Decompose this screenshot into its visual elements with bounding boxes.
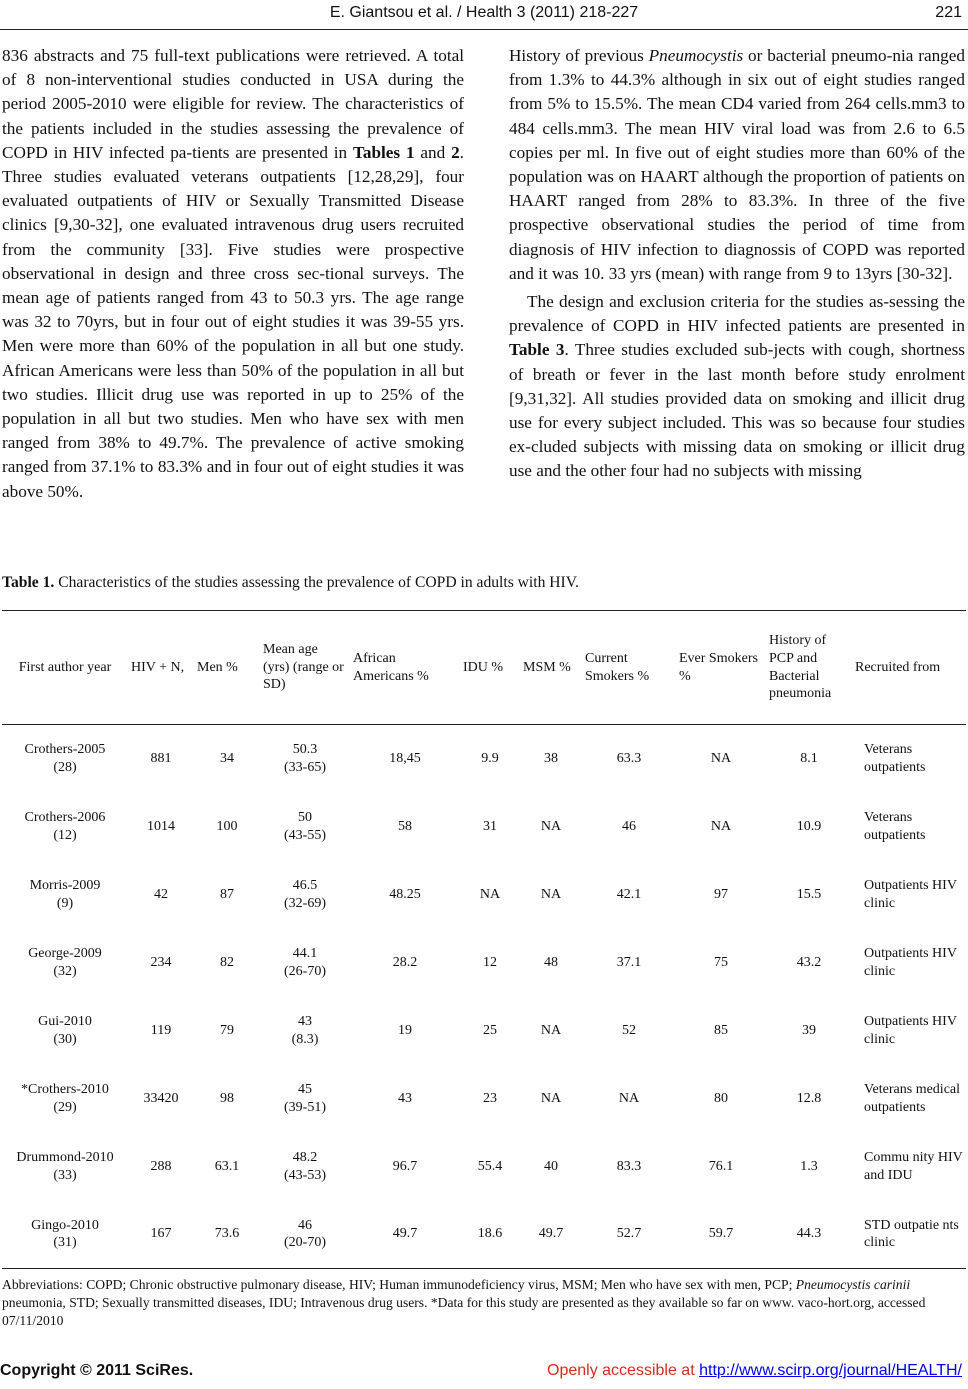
cell-n: 33420 <box>143 1090 179 1106</box>
copyright-notice: Copyright © 2011 SciRes. <box>0 1362 194 1379</box>
cell-n: 1014 <box>147 818 175 834</box>
reference-number: (9) <box>56 895 74 911</box>
right-p1-rest: or bacterial pneumo-nia ranged from 1.3% to 44.3% although in six out of eight studies ranged from 5% to 15.5%. The mean CD4 varied from 264 cells.mm3 to 484 cells.mm3. The mean HIV viral load was from 2.6 to 6.5 copies per ml. In five out of eight studies more than 60% of the population was on HAART although the proportion of patients on HAART ranged from 28% to 83.3%. In three of the five prospective observational studies the period of time from diagnosis of HIV infection to diagnossis of COPD was reported and it was 10. 33 yrs (mean) with range from 9 to 13yrs [30-32]. <box>509 46 965 283</box>
cell-ever: 76.1 <box>708 1158 734 1174</box>
cell-men: 82 <box>220 954 234 970</box>
cell-mean-age <box>260 929 350 997</box>
cell-african: 48.25 <box>389 886 421 902</box>
age-range-value: (8.3) <box>291 1031 319 1047</box>
mean-age-value: 50.3 <box>292 742 318 758</box>
cell-recruited-from: Veterans medical outpatients <box>864 1081 961 1115</box>
cell-idu: 18.6 <box>460 1201 520 1269</box>
table-header-row <box>2 611 966 725</box>
table-caption-text: Characteristics of the studies assessing the prevalence of COPD in adults with HIV. <box>54 574 579 591</box>
table-row <box>2 1065 966 1133</box>
cell-current: 37.1 <box>616 954 642 970</box>
left-conjunction: and <box>414 142 452 162</box>
cell-idu: 12 <box>483 954 497 970</box>
header-idu: IDU % <box>460 611 520 725</box>
cell-current: 46 <box>622 818 636 834</box>
cell-men: 98 <box>220 1090 234 1106</box>
cell-current: 42.1 <box>616 886 642 902</box>
author-year: Morris-2009 <box>29 877 101 893</box>
reference-number: (28) <box>53 759 77 775</box>
header-recruited-from: Recruited from <box>852 611 966 725</box>
header-african-americans: African Americans % <box>350 611 460 725</box>
cell-first-author <box>2 793 128 861</box>
author-year: *Crothers-2010 <box>21 1081 109 1097</box>
cell-men: 87 <box>220 886 234 902</box>
cell-men: 73.6 <box>194 1201 260 1269</box>
cell-first-author <box>2 861 128 929</box>
cell-idu: 25 <box>483 1022 497 1038</box>
age-range-value: (20-70) <box>284 1235 326 1251</box>
cell-msm: NA <box>540 818 562 834</box>
table-caption-label: Table 1. <box>2 574 55 591</box>
cell-men: 79 <box>220 1022 234 1038</box>
right-p2-rest: . Three studies excluded sub-jects with cough, shortness of breath or fever in the last month before study enrolment [9,31,32]. All studies provided data on smoking and illicit drug use for every subject included. This was so because four studies ex-cluded subjects with missing data on smoking or illicit drug use and the other four had no subjects with missing <box>509 340 965 481</box>
cell-idu: 23 <box>483 1090 497 1106</box>
abbrev-text-rest: pneumonia, STD; Sexually transmitted diseases, IDU; Intravenous drug users. *Data for this study are presented as they available so far on www. vaco-hort.org, accessed 07/11/2010 <box>2 1295 926 1328</box>
cell-n: 234 <box>150 954 172 970</box>
cell-idu: 31 <box>483 818 497 834</box>
cell-recruited-from: Outpatients HIV clinic <box>864 945 957 979</box>
cell-recruited-from: Outpatients HIV clinic <box>864 877 957 911</box>
age-range-value: (39-51) <box>284 1099 326 1115</box>
header-ever-smokers: Ever Smokers % <box>676 611 766 725</box>
author-year: George-2009 <box>28 945 102 961</box>
table-row <box>2 725 966 793</box>
cell-current: 63.3 <box>616 750 642 766</box>
cell-msm: 40 <box>544 1158 558 1174</box>
cell-idu: NA <box>479 886 501 902</box>
cell-msm: NA <box>540 1090 562 1106</box>
right-column <box>509 44 965 484</box>
cell-pcp: 10.9 <box>796 818 822 834</box>
cell-pcp: 8.1 <box>800 750 818 766</box>
abbrev-text: Abbreviations: COPD; Chronic obstructive pulmonary disease, HIV; Human immunodeficiency virus, MSM; Men who have sex with men, PCP; <box>2 1277 796 1292</box>
reference-number: (33) <box>53 1167 77 1183</box>
cell-first-author <box>2 725 128 793</box>
cell-recruited-from: STD outpatie nts clinic <box>852 1201 966 1269</box>
pneumocystis-carinii-term: Pneumocystis carinii <box>795 1277 911 1292</box>
mean-age-value: 46.5 <box>292 877 318 893</box>
reference-number: (32) <box>53 963 77 979</box>
cell-n: 167 <box>128 1201 194 1269</box>
cell-idu: 9.9 <box>481 750 499 766</box>
author-year: Gui-2010 <box>38 1013 92 1029</box>
mean-age-value: 45 <box>298 1081 312 1097</box>
header-pcp-history: History of PCP and Bacterial pneumonia <box>766 611 852 725</box>
right-paragraph-1 <box>509 44 965 286</box>
cell-african: 43 <box>398 1090 412 1106</box>
running-head <box>0 4 968 30</box>
right-p1-start: History of previous <box>509 46 649 65</box>
cell-msm: NA <box>540 1022 562 1038</box>
cell-current: 52 <box>622 1022 636 1038</box>
cell-pcp: 15.5 <box>796 886 822 902</box>
header-current-smokers: Current Smokers % <box>582 611 676 725</box>
header-rule <box>0 29 968 30</box>
cell-pcp: 43.2 <box>796 954 822 970</box>
table-row <box>2 793 966 861</box>
cell-african: 49.7 <box>350 1201 460 1269</box>
access-label: Openly accessible at <box>547 1362 700 1379</box>
reference-number: (29) <box>53 1099 77 1115</box>
open-access-notice <box>547 1362 962 1380</box>
table-caption <box>2 574 966 592</box>
cell-pcp: 44.3 <box>766 1201 852 1269</box>
age-range-value: (43-55) <box>284 827 326 843</box>
cell-african: 96.7 <box>392 1158 418 1174</box>
reference-number: (31) <box>53 1235 77 1251</box>
cell-african: 18,45 <box>389 750 421 766</box>
cell-pcp: 39 <box>802 1022 816 1038</box>
cell-pcp: 1.3 <box>800 1158 818 1174</box>
reference-number: (12) <box>53 827 77 843</box>
right-paragraph-2 <box>509 290 965 484</box>
cell-idu: 55.4 <box>477 1158 503 1174</box>
cell-first-author <box>2 1133 128 1201</box>
table-row <box>2 997 966 1065</box>
running-head-title: E. Giantsou et al. / Health 3 (2011) 218-227 <box>329 4 639 21</box>
mean-age-value: 50 <box>298 809 312 825</box>
age-range-value: (26-70) <box>284 963 326 979</box>
table-row <box>2 1201 966 1269</box>
cell-msm: 48 <box>544 954 558 970</box>
age-range-value: (43-53) <box>284 1167 326 1183</box>
left-column <box>2 44 464 504</box>
cell-african: 19 <box>398 1022 412 1038</box>
cell-n: 288 <box>150 1158 172 1174</box>
cell-mean-age <box>260 861 350 929</box>
mean-age-value: 48.2 <box>292 1149 318 1165</box>
cell-current: NA <box>618 1090 640 1106</box>
cell-n: 119 <box>150 1022 172 1038</box>
left-text: 836 abstracts and 75 full-text publications were retrieved. A total of 8 non-interventional studies conducted in USA during the period 2005-2010 were eligible for review. The characteristics of the patients included in the studies assessing the prevalence of COPD in HIV infected pa-tients are presented in <box>2 46 464 162</box>
left-text-continued: . Three studies evaluated veterans outpatients [12,28,29], four evaluated outpatients of HIV or Sexually Transmitted Disease clinics [9,30-32], one evaluated intravenous drug users recruited from the community [33]. Five studies were prospective observational in design and three cross sec-tional surveys. The mean age of patients ranged from 43 to 50.3 yrs. The age range was 32 to 70yrs, but in four out of eight studies it was 39-55 yrs. Men were more than 60% of the population in all but one study. African Americans were less than 50% of the population in all but two studies. Illicit drug use was reported in up to 25% of the population in all but two studies. Men who have sex with men ranged from 38% to 49.7%. The prevalence of active smoking ranged from 37.1% to 83.3% and in four out of eight studies it was above 50%. <box>2 142 464 501</box>
abbreviations-note <box>2 1276 966 1330</box>
cell-men: 63.1 <box>214 1158 240 1174</box>
cell-african: 28.2 <box>392 954 418 970</box>
header-first-author: First author year <box>2 611 128 725</box>
cell-n: 881 <box>150 750 172 766</box>
age-range-value: (32-69) <box>284 895 326 911</box>
cell-recruited-from: Veterans outpatients <box>864 809 926 843</box>
page-number: 221 <box>935 4 962 21</box>
right-p2-start: The design and exclusion criteria for the studies as-sessing the prevalence of COPD in HIV infected patients are presented in <box>509 292 965 336</box>
cell-ever: 80 <box>714 1090 728 1106</box>
pneumocystis-term: Pneumocystis <box>648 46 744 65</box>
cell-mean-age <box>260 1065 350 1133</box>
cell-msm: 38 <box>544 750 558 766</box>
cell-recruited-from: Commu nity HIV and IDU <box>864 1149 963 1183</box>
table1-reference: Tables 1 <box>352 142 415 162</box>
cell-ever: 75 <box>714 954 728 970</box>
cell-recruited-from: Veterans outpatients <box>864 742 926 775</box>
cell-ever: NA <box>710 818 732 834</box>
table-row <box>2 861 966 929</box>
cell-first-author <box>2 929 128 997</box>
header-mean-age: Mean age (yrs) (range or SD) <box>260 611 350 725</box>
cell-ever: NA <box>710 750 732 766</box>
header-msm: MSM % <box>520 611 582 725</box>
cell-men: 34 <box>220 750 234 766</box>
cell-pcp: 12.8 <box>796 1090 822 1106</box>
page-footer <box>0 1362 968 1386</box>
cell-mean-age <box>260 1133 350 1201</box>
cell-msm: NA <box>540 886 562 902</box>
reference-number: (30) <box>53 1031 77 1047</box>
journal-link[interactable]: http://www.scirp.org/journal/HEALTH/ <box>699 1362 962 1379</box>
cell-mean-age <box>260 725 350 793</box>
cell-msm: 49.7 <box>520 1201 582 1269</box>
cell-mean-age <box>260 1201 350 1269</box>
mean-age-value: 43 <box>298 1013 312 1029</box>
author-year: Crothers-2005 <box>24 742 106 758</box>
cell-recruited-from: Outpatients HIV clinic <box>864 1013 957 1047</box>
cell-first-author <box>2 1201 128 1269</box>
cell-n: 42 <box>154 886 168 902</box>
author-year: Gingo-2010 <box>31 1217 99 1233</box>
cell-first-author <box>2 1065 128 1133</box>
left-paragraph <box>2 44 464 504</box>
mean-age-value: 44.1 <box>292 945 318 961</box>
author-year: Drummond-2010 <box>16 1149 114 1165</box>
mean-age-value: 46 <box>298 1217 312 1233</box>
cell-men: 100 <box>216 818 238 834</box>
table2-reference: 2 <box>451 142 460 162</box>
table-row <box>2 1133 966 1201</box>
age-range-value: (33-65) <box>284 759 326 775</box>
table-row <box>2 929 966 997</box>
table-body <box>2 725 966 1269</box>
cell-mean-age <box>260 793 350 861</box>
cell-ever: 59.7 <box>676 1201 766 1269</box>
cell-ever: 97 <box>714 886 728 902</box>
characteristics-table <box>2 610 966 1269</box>
cell-mean-age <box>260 997 350 1065</box>
cell-first-author <box>2 997 128 1065</box>
cell-current: 52.7 <box>582 1201 676 1269</box>
header-men: Men % <box>194 611 260 725</box>
cell-african: 58 <box>398 818 412 834</box>
cell-ever: 85 <box>714 1022 728 1038</box>
table3-reference: Table 3 <box>509 340 565 360</box>
cell-current: 83.3 <box>616 1158 642 1174</box>
header-hiv-n: HIV + N, <box>128 611 194 725</box>
author-year: Crothers-2006 <box>24 809 106 825</box>
